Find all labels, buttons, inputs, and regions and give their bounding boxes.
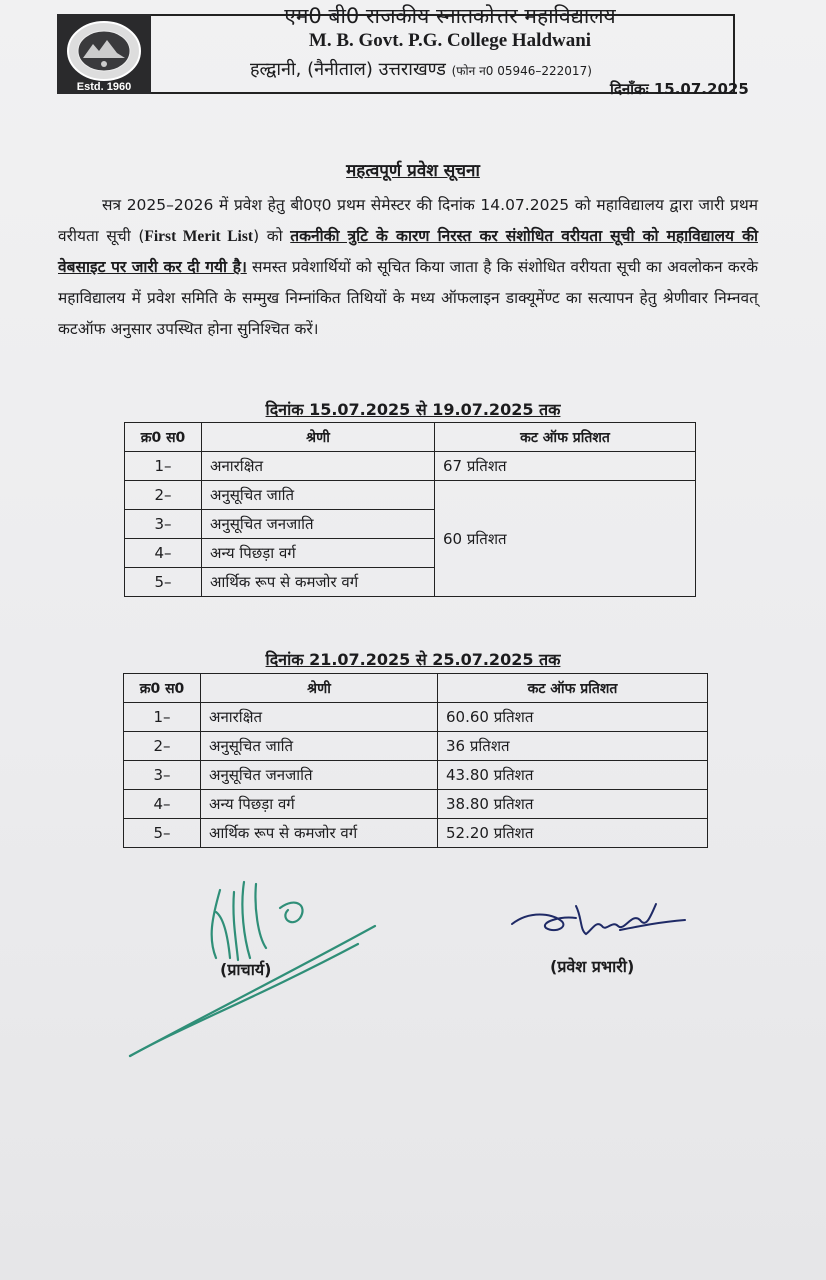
row-cutoff: 43.80 प्रतिशत [438, 761, 708, 790]
row-category: अनुसूचित जाति [202, 481, 435, 510]
row-sn: 2– [125, 481, 202, 510]
row-category: अनारक्षित [202, 452, 435, 481]
table2-caption: दिनांक 21.07.2025 से 25.07.2025 तक [265, 650, 561, 669]
row-category: अन्य पिछड़ा वर्ग [201, 790, 438, 819]
phone-number: (फोन न0 05946–222017) [451, 64, 592, 78]
header-cutoff: कट ऑफ प्रतिशत [438, 674, 708, 703]
header-category: श्रेणी [202, 423, 435, 452]
row-cutoff: 38.80 प्रतिशत [438, 790, 708, 819]
admission-incharge-signature [500, 890, 700, 950]
row-cutoff: 67 प्रतिशत [435, 452, 696, 481]
row-category: अन्य पिछड़ा वर्ग [202, 539, 435, 568]
para-underlined: तकनीकी त्रुटि के कारण निरस्त कर संशोधित वरीयता सूची को महाविद्यालय की वेबसाइट पर जारी कर दी गयी है। [58, 227, 758, 276]
table-row [125, 481, 696, 510]
college-logo [57, 14, 151, 94]
row-sn: 4– [124, 790, 201, 819]
para-text-2: ) को [253, 227, 291, 245]
cutoff-table-1 [124, 422, 696, 597]
para-text-1: सत्र 2025–2026 में प्रवेश हेतु बी0ए0 प्रथम सेमेस्टर की दिनांक 14.07.2025 को महाविद्यालय द्वारा जारी प्रथम वरीयता सूची ( [58, 196, 758, 245]
table-row [124, 819, 708, 848]
para-english: First Merit List [144, 228, 254, 245]
row-cutoff-merged: 60 प्रतिशत [435, 481, 696, 597]
college-name-english: M. B. Govt. P.G. College Haldwani [308, 30, 592, 51]
para-text-3: समस्त प्रवेशार्थियों को सूचित किया जाता है कि संशोधित वरीयता सूची का अवलोकन करके महाविद्यालय में प्रवेश समिति के सम्मुख निम्नांकित तिथियों के मध्य ऑफलाइन डाक्यूमेंण्ट का सत्यापन हेतु श्रेणीवार निम्नवत् कटऑफ अनुसार उपस्थित होना सुनिश्चित करें। [58, 258, 758, 338]
table-header-row [125, 423, 696, 452]
header-category: श्रेणी [201, 674, 438, 703]
row-category: आर्थिक रूप से कमजोर वर्ग [201, 819, 438, 848]
date-label: दिनाँकः [610, 80, 649, 98]
row-sn: 1– [125, 452, 202, 481]
row-sn: 5– [125, 568, 202, 597]
address-text: हल्द्वानी, (नैनीताल) उत्तराखण्ड [250, 59, 446, 80]
row-category: अनुसूचित जनजाति [202, 510, 435, 539]
college-address [250, 57, 670, 81]
row-cutoff: 52.20 प्रतिशत [438, 819, 708, 848]
header-cutoff: कट ऑफ प्रतिशत [435, 423, 696, 452]
established-year: Estd. 1960 [76, 81, 132, 93]
emblem-icon [65, 20, 143, 82]
row-category: अनारक्षित [201, 703, 438, 732]
row-category: अनुसूचित जनजाति [201, 761, 438, 790]
notice-title: महत्वपूर्ण प्रवेश सूचना [346, 161, 480, 181]
notice-date [610, 79, 749, 99]
row-sn: 3– [124, 761, 201, 790]
row-cutoff: 36 प्रतिशत [438, 732, 708, 761]
principal-label: (प्राचार्य) [220, 960, 272, 979]
table-row [124, 732, 708, 761]
row-sn: 5– [124, 819, 201, 848]
row-sn: 1– [124, 703, 201, 732]
table-row [124, 790, 708, 819]
notice-paragraph [58, 190, 758, 345]
table1-caption: दिनांक 15.07.2025 से 19.07.2025 तक [265, 400, 561, 419]
row-cutoff: 60.60 प्रतिशत [438, 703, 708, 732]
cutoff-table-2 [123, 673, 708, 848]
header-sn: क्र0 स0 [124, 674, 201, 703]
row-sn: 4– [125, 539, 202, 568]
table-row [124, 703, 708, 732]
header-sn: क्र0 स0 [125, 423, 202, 452]
row-category: आर्थिक रूप से कमजोर वर्ग [202, 568, 435, 597]
date-value: 15.07.2025 [653, 80, 749, 98]
college-name-hindi: एम0 बी0 राजकीय स्नातकोत्तर महाविद्यालय [284, 4, 616, 28]
admission-incharge-label: (प्रवेश प्रभारी) [550, 957, 635, 976]
table-header-row [124, 674, 708, 703]
table-row [125, 452, 696, 481]
table-row [124, 761, 708, 790]
row-category: अनुसूचित जाति [201, 732, 438, 761]
row-sn: 3– [125, 510, 202, 539]
row-sn: 2– [124, 732, 201, 761]
